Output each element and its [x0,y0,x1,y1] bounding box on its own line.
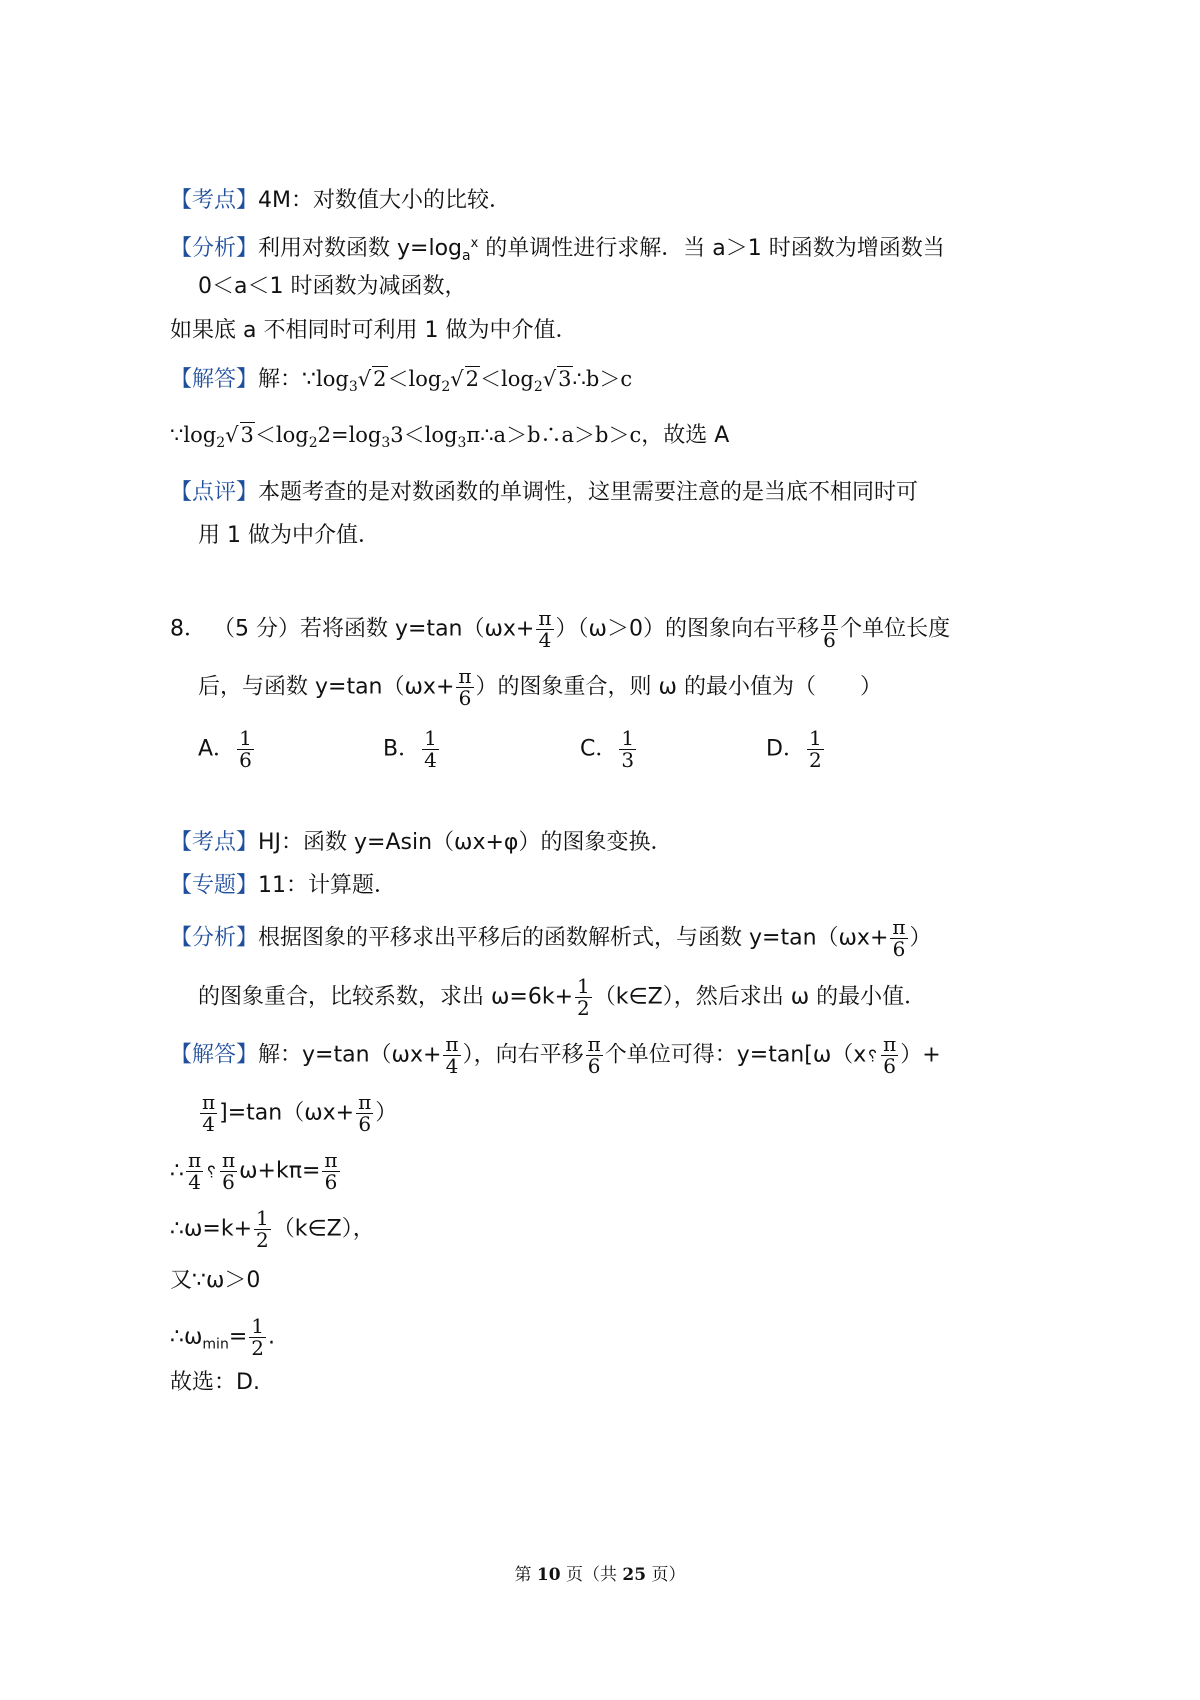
frac-den: 6 [239,748,252,772]
fenxi-text: 根据图象的平移求出平移后的函数解析式，与函数 y=tan（ωx+ [258,925,889,951]
fraction [536,608,553,651]
frac-num: π [445,1032,459,1056]
zhuanti-tag: 【专题】 [170,873,259,898]
log-part: 3＜log [390,423,458,447]
therefore-sign: ∴ [170,1158,184,1184]
s8-zhuanti-line [170,871,396,901]
fraction [881,1034,898,1077]
frac-den: 6 [222,1170,235,1194]
s8-jieda-line-1 [170,1034,941,1077]
jieda-line-2 [170,420,729,458]
frac-den: 2 [256,1228,269,1252]
frac-num: 1 [251,1314,264,1338]
frac-num: π [188,1148,202,1172]
option-label: D． [766,736,805,762]
s8-kaodian-line [170,828,672,858]
fraction [619,728,636,771]
missing-glyph: ␦ [205,1162,218,1182]
q-text: 个单位长度 [840,616,951,642]
s8-jieda-line-6 [170,1316,275,1360]
dianping-text: 本题考查的是对数函数的单调性，这里需要注意的是当底不相同时可 [258,480,919,505]
frac-den: 6 [883,1054,897,1078]
fraction [322,1150,339,1193]
frac-num: 1 [239,726,252,750]
question-8-line-1 [170,608,950,651]
min-subscript: min [202,1336,229,1353]
option-c [580,728,638,771]
fenxi-line [170,229,945,271]
jieda-text: = [228,1324,248,1350]
q-text: ）的图象重合，则 ω 的最小值为（ ） [475,674,882,700]
frac-num: π [822,606,837,630]
jieda-line-1 [170,364,632,402]
option-b [383,728,441,771]
frac-num: π [324,1148,338,1172]
log-sub: 3 [457,435,467,451]
log-sub: 2 [533,379,543,395]
total-pages: 25 [622,1565,647,1585]
page-number: 10 [536,1565,561,1585]
missing-glyph: ␦ [866,1046,880,1066]
frac-num: 1 [808,726,822,750]
log-word: log [501,367,534,391]
jieda-tag: 【解答】 [170,367,259,392]
s8-jieda-line-3 [170,1150,342,1193]
dianping-tag: 【点评】 [170,480,259,505]
page-footer [0,1560,1200,1585]
fraction [456,666,473,709]
footer-text: 第 [514,1565,537,1585]
radicand: 2 [373,367,387,391]
frac-num: π [202,1090,216,1114]
frac-num: π [221,1148,236,1172]
fraction [356,1092,373,1135]
jieda-text: ），向右平移 [462,1042,584,1068]
option-d [766,728,826,771]
lt-sign: ＜ [387,367,409,391]
frac-num: π [458,664,472,688]
log-sub: 2 [308,435,318,451]
dianping-line-2: 用 1 做为中介值． [198,523,380,548]
radicand: 3 [240,423,254,447]
log-base: a [462,248,471,264]
kaodian-tag: 【考点】 [170,830,259,855]
log-word: log [316,367,349,391]
because-sign: ∵ [170,423,184,447]
jieda-text: 解：y=tan（ωx+ [258,1042,442,1068]
option-a [198,728,256,771]
kaodian-tag: 【考点】 [170,188,259,213]
q-text: 后，与函数 y=tan（ωx+ [198,674,455,700]
frac-den: 6 [324,1170,338,1194]
jieda-text: ）+ [900,1042,941,1068]
frac-den: 4 [188,1170,201,1194]
option-label: C． [580,736,618,762]
s8-jieda-line-7: 故选：D. [170,1370,260,1395]
jieda-text: 个单位可得：y=tan[ω（x [604,1042,867,1068]
fraction [249,1316,266,1359]
log-expr-1: $\log_3√2<\log_2√2<\log_2√3\therefore b>c$ [316,367,633,395]
frac-num: 1 [256,1206,269,1230]
fraction [443,1034,460,1077]
frac-den: 2 [808,748,822,772]
fenxi-text: ） [909,925,932,951]
dianping-line [170,478,918,508]
log-sub: 2 [441,379,451,395]
frac-num: 1 [577,974,590,998]
jieda-text: ω+kπ= [239,1158,321,1184]
log-sub: 3 [381,435,391,451]
question-8-line-2 [198,666,882,709]
log-part: ＜log [254,423,309,447]
s8-fenxi-line-1 [170,917,932,960]
log-sub: 3 [348,379,358,395]
q-text: ）（ω＞0）的图象向右平移 [555,616,819,642]
radicand: 3 [558,367,572,391]
jieda-text: ） [375,1100,398,1126]
s8-jieda-line-4 [170,1208,375,1251]
frac-num: π [892,915,906,939]
fraction [586,1034,603,1077]
frac-den: 6 [458,686,472,710]
fraction [575,976,592,1019]
footer-text: 页） [646,1565,686,1585]
frac-num: π [538,606,552,630]
jieda-text: ]=tan（ωx+ [219,1100,355,1126]
frac-den: 6 [892,937,906,961]
jieda-text: （k∈Z）， [272,1216,375,1242]
question-number: 8． [170,616,206,642]
fraction [890,917,907,960]
fenxi-text: 的图象重合，比较系数，求出 ω=6k+ [198,984,574,1010]
fraction [807,728,824,771]
frac-num: π [883,1032,897,1056]
option-label: A． [198,736,236,762]
kaodian-line [170,186,511,216]
frac-num: 1 [424,726,437,750]
footer-text: 页（共 [560,1565,623,1585]
frac-den: 2 [577,996,590,1020]
jieda-text: ∴ω=k+ [170,1216,253,1242]
fenxi-text-2: 的单调性进行求解．当 a＞1 时函数为增函数当 [478,236,945,261]
log-expr-2: $\because\log_2√3<\log_22=\log_33<\log_3\pi\therefore a>b\therefore a>b>c$ [170,423,642,451]
lt-sign: ＜ [480,367,502,391]
fraction [220,1150,237,1193]
fraction [254,1208,271,1251]
kaodian-text: 4M：对数值大小的比较． [258,188,511,213]
fenxi-text-1: 利用对数函数 y=log [258,236,462,261]
s8-jieda-line-5: 又∵ω＞0 [170,1268,261,1293]
radicand: 2 [465,367,480,391]
frac-den: 2 [251,1336,264,1360]
frac-den: 6 [823,628,836,652]
answer-choice: ，故选 A [641,423,730,448]
frac-num: π [587,1032,601,1056]
frac-den: 6 [587,1054,601,1078]
kaodian-text: HJ：函数 y=Asin（ωx+φ）的图象变换． [258,830,673,855]
log-part: 2=log [317,423,382,447]
q-text: （5 分）若将函数 y=tan（ωx+ [213,616,535,642]
fraction [186,1150,203,1193]
fraction [422,728,439,771]
frac-den: 4 [538,628,552,652]
fraction [237,728,254,771]
jieda-text: ∴ω [170,1324,203,1350]
jieda-text: . [268,1324,275,1350]
log-sub: 2 [216,435,226,451]
s8-jieda-line-2 [198,1092,397,1135]
zhuanti-text: 11：计算题． [258,873,397,898]
frac-num: 1 [621,726,635,750]
option-label: B． [383,736,421,762]
frac-den: 6 [358,1112,372,1136]
fraction [200,1092,217,1135]
fraction [821,608,838,651]
log-word: log [183,423,217,447]
frac-num: π [358,1090,372,1114]
frac-den: 4 [202,1112,215,1136]
s8-fenxi-line-2 [198,976,926,1019]
conclusion: ∴b＞c [572,367,633,391]
log-exponent: x [470,236,479,251]
fenxi-line-2: 0＜a＜1 时函数为减函数， [198,274,467,299]
frac-den: 3 [621,748,635,772]
fenxi-tag: 【分析】 [170,925,259,951]
jieda-text: 解：∵ [258,367,317,392]
frac-den: 4 [445,1054,459,1078]
log-word: log [408,367,442,391]
fenxi-line-3: 如果底 a 不相同时可利用 1 做为中介值． [170,318,578,343]
conclusion: π∴a＞b∴a＞b＞c [466,423,642,447]
jieda-tag: 【解答】 [170,1042,259,1068]
fenxi-tag: 【分析】 [170,236,259,261]
frac-den: 4 [424,748,437,772]
fenxi-text: （k∈Z），然后求出 ω 的最小值． [593,984,927,1010]
